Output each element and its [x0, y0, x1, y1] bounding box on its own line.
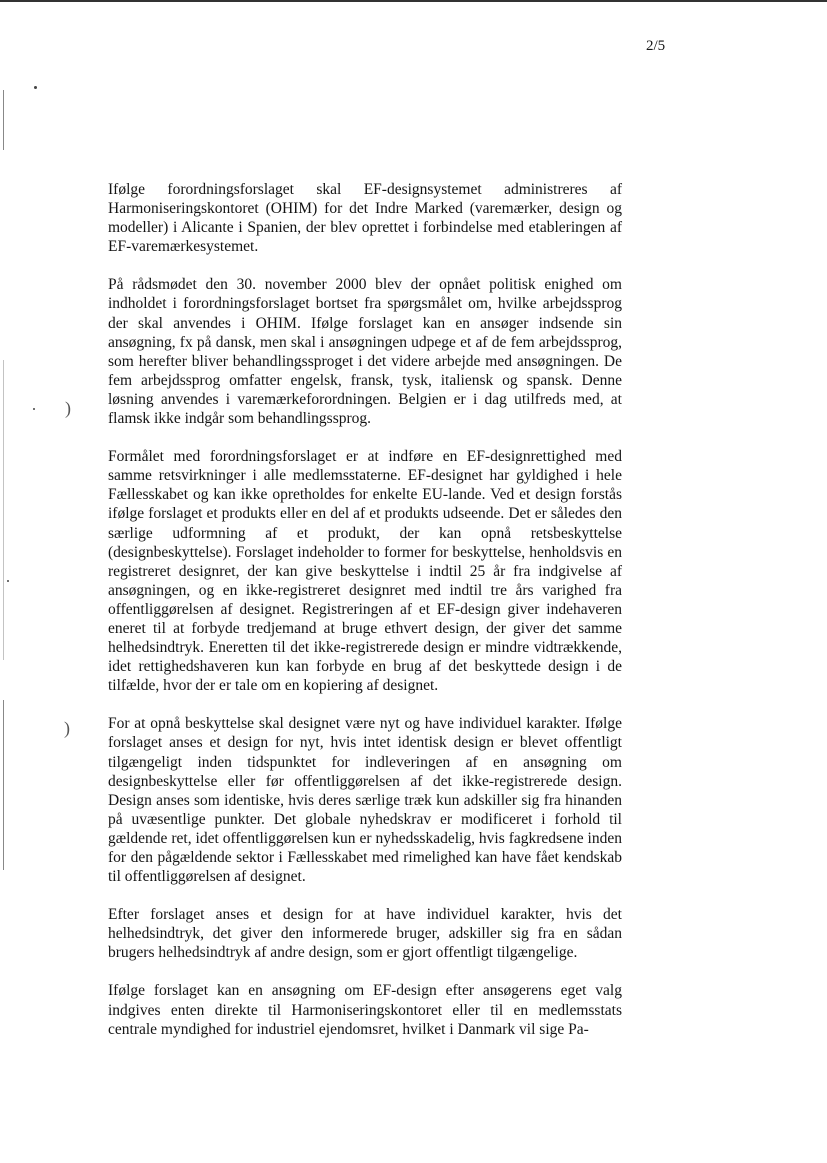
paragraph: Ifølge forslaget kan en ansøgning om EF-design efter ansøgerens eget valg indgives enten direkte til Harmoniseringskontoret eller til en medlemsstats centrale myndighed for industriel ejendomsret, hvilket i Danmark vil sige Pa- — [108, 982, 622, 1038]
paragraph: Ifølge forordningsforslaget skal EF-designsystemet administreres af Harmoniseringskontoret (OHIM) for det Indre Marked (varemærker, design og modeller) i Alicante i Spanien, der blev oprettet i forbindelse med etableringen af EF-varemærkesystemet. — [108, 181, 622, 256]
paragraph: På rådsmødet den 30. november 2000 blev der opnået politisk enighed om indholdet i forordningsforslaget bortset fra spørgsmålet om, hvilke arbejdssprog der skal anvendes i OHIM. Ifølge forslaget kan en ansøger indsende sin ansøgning, fx på dansk, men skal i ansøgningen udpege et af de fem arbejdssprog, som herefter bliver behandlingssproget i det videre arbejde med ansøgningen. De fem arbejdssprog omfatter engelsk, fransk, tysk, italiensk og spansk. Denne løsning anvendes i varemærkeforordningen. Belgien er i dag utilfreds med, at flamsk ikke indgår som behandlingssprog. — [108, 276, 622, 428]
scan-margin-mark — [3, 90, 4, 150]
scan-margin-mark — [3, 360, 4, 660]
scan-artifact-mark: ) — [64, 718, 70, 738]
scan-speck — [33, 408, 35, 410]
document-body — [108, 180, 622, 1058]
paragraph: For at opnå beskyttelse skal designet være nyt og have individuel karakter. Ifølge forslaget anses et design for nyt, hvis intet identisk design er blevet offentligt tilgængeligt inden tidspunktet for indleveringen af en ansøgning om designbeskyttelse eller før offentliggørelsen af det ikke-registrerede design. Design anses som identiske, hvis deres særlige træk kun adskiller sig fra hinanden på uvæsentlige punkter. Det globale nyhedskrav er modificeret i forhold til gældende ret, idet offentliggørelsen kun er nyhedsskadelig, hvis fagkredsene inden for den pågældende sektor i Fællesskabet med rimelighed kan have fået kendskab til offentliggørelsen af designet. — [108, 715, 622, 886]
scan-speck — [7, 580, 9, 582]
paragraph: Formålet med forordningsforslaget er at indføre en EF-designrettighed med samme retsvirkninger i alle medlemsstaterne. EF-designet har gyldighed i hele Fællesskabet og kan ikke opretholdes for enkelte EU-lande. Ved et design forstås ifølge forslaget et produkts eller en del af et produkts udseende. Det er således den særlige udformning af et produkt, der kan opnå retsbeskyttelse (designbeskyttelse). Forslaget indeholder to former for beskyttelse, henholdsvis en registreret designret, der kan give beskyttelse i indtil 25 år fra indgivelse af ansøgningen, og en ikke-registreret designret med indtil tre års varighed fra offentliggørelsen af designet. Registreringen af et EF-design giver indehaveren eneret til at forbyde tredjemand at bruge ethvert design, der giver det samme helhedsindtryk. Eneretten til det ikke-registrerede design er mindre vidtrækkende, idet rettighedshaveren kun kan forbyde en brug af det beskyttede design i de tilfælde, hvor der er tale om en kopiering af designet. — [108, 448, 622, 695]
page-top-edge — [0, 0, 827, 2]
scan-margin-mark — [3, 700, 4, 870]
paragraph: Efter forslaget anses et design for at have individuel karakter, hvis det helhedsindtryk, det giver den informerede bruger, adskiller sig fra en sådan brugers helhedsindtryk af andre design, som er gjort offentligt tilgængelige. — [108, 906, 622, 962]
page-number: 2/5 — [646, 38, 666, 54]
scan-artifact-mark: ) — [65, 398, 71, 418]
scan-speck — [34, 86, 37, 89]
